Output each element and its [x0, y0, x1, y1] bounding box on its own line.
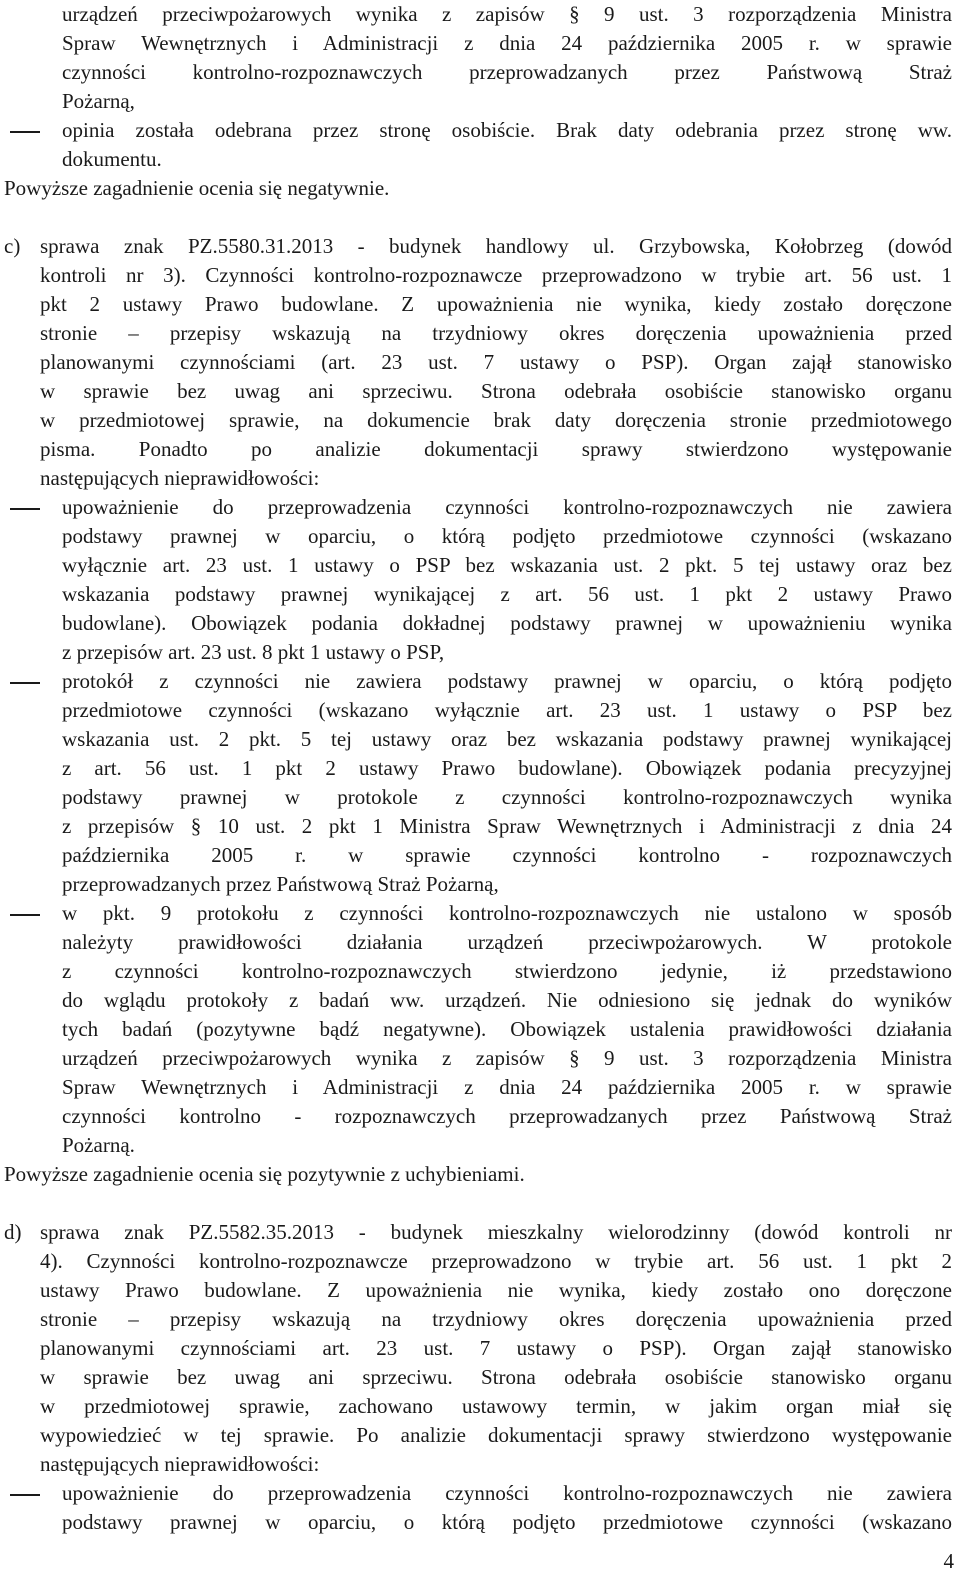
text-line: w pkt. 9 protokołu z czynności kontrolno-rozpoznawczych nie ustalono w sposób — [62, 901, 952, 925]
text-line: następujących nieprawidłowości: — [40, 1452, 320, 1476]
text-line: podstawy prawnej w oparciu, o którą podjęto przedmiotowe czynności (wskazano — [62, 524, 952, 548]
text-line: sprawa znak PZ.5580.31.2013 - budynek handlowy ul. Grzybowska, Kołobrzeg (dowód — [40, 234, 952, 258]
text-line: w przedmiotowej sprawie, zachowano ustawowy termin, w jakim organ miał się — [40, 1394, 952, 1418]
text-line: protokół z czynności nie zawiera podstawy prawnej w oparciu, o którą podjęto — [62, 669, 952, 693]
text-line: Spraw Wewnętrznych i Administracji z dnia 24 października 2005 r. w sprawie — [62, 31, 952, 55]
text-line: urządzeń przeciwpożarowych wynika z zapisów § 9 ust. 3 rozporządzenia Ministra — [62, 1046, 952, 1070]
text-line: w sprawie bez uwag ani sprzeciwu. Strona odebrała osobiście stanowisko organu — [40, 379, 952, 403]
text-line: 4). Czynności kontrolno-rozpoznawcze przeprowadzono w trybie art. 56 ust. 1 pkt 2 — [40, 1249, 952, 1273]
text-line: planowanymi czynnościami (art. 23 ust. 7 ustawy o PSP). Organ zajął stanowisko — [40, 350, 952, 374]
text-line: wypowiedzieć w tej sprawie. Po analizie dokumentacji sprawy stwierdzono występowanie — [40, 1423, 952, 1447]
text-line: czynności kontrolno-rozpoznawczych przeprowadzanych przez Państwową Straż — [62, 60, 952, 84]
text-line: dokumentu. — [62, 147, 162, 171]
text-line: października 2005 r. w sprawie czynności kontrolno - rozpoznawczych — [62, 843, 952, 867]
list-dash — [10, 914, 40, 916]
text-line: pisma. Ponadto po analizie dokumentacji sprawy stwierdzono występowanie — [40, 437, 952, 461]
text-line: podstawy prawnej w protokole z czynności kontrolno-rozpoznawczych wynika — [62, 785, 952, 809]
text-line: wyłącznie art. 23 ust. 1 ustawy o PSP bez wskazania ust. 2 pkt. 5 tej ustawy oraz bez — [62, 553, 952, 577]
text-line: w przedmiotowej sprawie, na dokumencie brak daty doręczenia stronie przedmiotowego — [40, 408, 952, 432]
list-dash — [10, 682, 40, 684]
list-dash — [10, 131, 40, 133]
text-line: upoważnienie do przeprowadzenia czynności kontrolno-rozpoznawczych nie zawiera — [62, 495, 952, 519]
text-line: stronie – przepisy wskazują na trzydniowy okres doręczenia upoważnienia przed — [40, 321, 952, 345]
text-line: z przepisów § 10 ust. 2 pkt 1 Ministra Spraw Wewnętrznych i Administracji z dnia 24 — [62, 814, 952, 838]
text-line: stronie – przepisy wskazują na trzydniowy okres doręczenia upoważnienia przed — [40, 1307, 952, 1331]
text-line: czynności kontrolno - rozpoznawczych przeprowadzanych przez Państwową Straż — [62, 1104, 952, 1128]
text-line: do wglądu protokoły z badań ww. urządzeń. Nie odniesiono się jednak do wyników — [62, 988, 952, 1012]
text-line: tych badań (pozytywne bądź negatywne). Obowiązek ustalenia prawidłowości działania — [62, 1017, 952, 1041]
text-line: urządzeń przeciwpożarowych wynika z zapisów § 9 ust. 3 rozporządzenia Ministra — [62, 2, 952, 26]
text-line: z art. 56 ust. 1 pkt 2 ustawy Prawo budowlane). Obowiązek podania precyzyjnej — [62, 756, 952, 780]
text-line: należyty prawidłowości działania urządzeń przeciwpożarowych. W protokole — [62, 930, 952, 954]
text-line: w sprawie bez uwag ani sprzeciwu. Strona odebrała osobiście stanowisko organu — [40, 1365, 952, 1389]
text-line: planowanymi czynnościami art. 23 ust. 7 ustawy o PSP). Organ zajął stanowisko — [40, 1336, 952, 1360]
list-dash — [10, 508, 40, 510]
text-line: z czynności kontrolno-rozpoznawczych stwierdzono jedynie, iż przedstawiono — [62, 959, 952, 983]
text-line: pkt 2 ustawy Prawo budowlane. Z upoważnienia nie wynika, kiedy zostało doręczone — [40, 292, 952, 316]
text-line: z przepisów art. 23 ust. 8 pkt 1 ustawy o PSP, — [62, 640, 445, 664]
text-line: wskazania podstawy prawnej wynikającej z art. 56 ust. 1 pkt 2 ustawy Prawo — [62, 582, 952, 606]
text-line: podstawy prawnej w oparciu, o którą podjęto przedmiotowe czynności (wskazano — [62, 1510, 952, 1534]
text-line: następujących nieprawidłowości: — [40, 466, 320, 490]
text-line: Pożarną, — [62, 89, 135, 113]
text-line: wskazania ust. 2 pkt. 5 tej ustawy oraz bez wskazania podstawy prawnej wynikającej — [62, 727, 952, 751]
text-line: ustawy Prawo budowlane. Z upoważnienia nie wynika, kiedy zostało ono doręczone — [40, 1278, 952, 1302]
assessment-text: Powyższe zagadnienie ocenia się pozytywnie z uchybieniami. — [4, 1162, 525, 1186]
assessment-text: Powyższe zagadnienie ocenia się negatywnie. — [4, 176, 390, 200]
text-line: upoważnienie do przeprowadzenia czynności kontrolno-rozpoznawczych nie zawiera — [62, 1481, 952, 1505]
text-line: przeprowadzanych przez Państwową Straż Pożarną, — [62, 872, 499, 896]
text-line: Pożarną. — [62, 1133, 135, 1157]
text-line: Spraw Wewnętrznych i Administracji z dnia 24 października 2005 r. w sprawie — [62, 1075, 952, 1099]
page-number: 4 — [943, 1549, 954, 1573]
section-label: c) — [4, 234, 21, 258]
text-line: kontroli nr 3). Czynności kontrolno-rozpoznawcze przeprowadzono w trybie art. 56 ust. 1 — [40, 263, 952, 287]
section-label: d) — [4, 1220, 22, 1244]
text-line: opinia została odebrana przez stronę osobiście. Brak daty odebrania przez stronę ww. — [62, 118, 952, 142]
list-dash — [10, 1494, 40, 1496]
text-line: budowlane). Obowiązek podania dokładnej podstawy prawnej w upoważnieniu wynika — [62, 611, 952, 635]
text-line: sprawa znak PZ.5582.35.2013 - budynek mieszkalny wielorodzinny (dowód kontroli nr — [40, 1220, 952, 1244]
text-line: przedmiotowe czynności (wskazano wyłącznie art. 23 ust. 1 ustawy o PSP bez — [62, 698, 952, 722]
